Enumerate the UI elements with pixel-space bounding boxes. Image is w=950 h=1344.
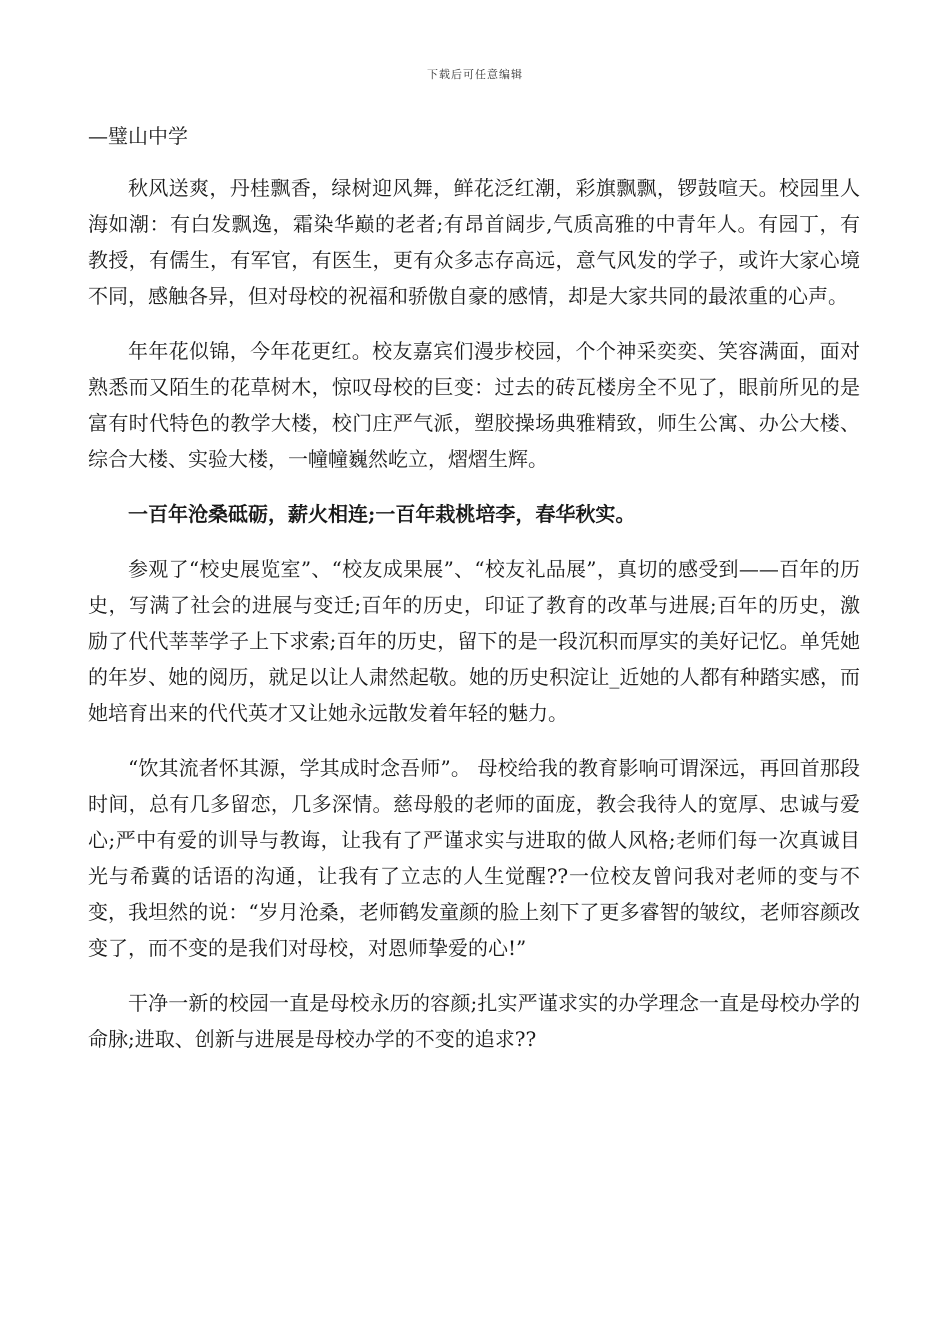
document-subtitle: —璧山中学 <box>88 124 188 148</box>
paragraph-history-exhibit: 参观了“校史展览室”、“校友成果展”、“校友礼品展”，真切的感受到——百年的历史，写满了社会的进展与变迁;百年的历史，印证了教育的改革与进展;百年的历史，激励了代代莘莘学子上下求索;百年的历史，留下的是一段沉积而厚实的美好记忆。单凭她的年岁、她的阅历，就足以让人肃然起敬。她的历史积淀让_近她的人都有种踏实感，而她培育出来的代代英才又让她永远散发着年轻的魅力。 <box>88 557 860 725</box>
paragraph-campus-change: 年年花似锦，今年花更红。校友嘉宾们漫步校园，个个神采奕奕、笑容满面，面对熟悉而又陌生的花草树木，惊叹母校的巨变：过去的砖瓦楼房全不见了，眼前所见的是富有时代特色的教学大楼，校门庄严气派，塑胶操场典雅精致，师生公寓、办公大楼、综合大楼、实验大楼，一幢幢巍然屹立，熠熠生辉。 <box>88 339 860 471</box>
paragraph-centennial-motto: 一百年沧桑砥砺，薪火相连;一百年栽桃培李，春华秋实。 <box>128 502 636 526</box>
header-note: 下载后可任意编辑 <box>427 68 523 81</box>
paragraph-school-spirit: 干净一新的校园一直是母校永历的容颜;扎实严谨求实的办学理念一直是母校办学的命脉;进取、创新与进展是母校办学的不变的追求?? <box>88 991 860 1051</box>
paragraph-autumn-scene: 秋风送爽，丹桂飘香，绿树迎风舞，鲜花泛红潮，彩旗飘飘，锣鼓喧天。校园里人海如潮：有白发飘逸，霜染华巅的老者;有昂首阔步,气质高雅的中青年人。有园丁，有教授，有儒生，有军官，有医生，更有众多志存高远，意气风发的学子，或许大家心境不同，感触各异，但对母校的祝福和骄傲自豪的感情，却是大家共同的最浓重的心声。 <box>88 176 860 308</box>
document-body <box>88 118 860 1076</box>
paragraph-teachers: “饮其流者怀其源，学其成时念吾师”。 母校给我的教育影响可谓深远，再回首那段时间，总有几多留恋，几多深情。慈母般的老师的面庞，教会我待人的宽厚、忠诚与爱心;严中有爱的训导与教诲，让我有了严谨求实与进取的做人风格;老师们每一次真诚目光与希冀的话语的沟通，让我有了立志的人生觉醒??一位校友曾问我对老师的变与不变，我坦然的说：“岁月沧桑，老师鹤发童颜的脸上刻下了更多睿智的皱纹，老师容颜改变了，而不变的是我们对母校，对恩师挚爱的心!” <box>88 756 860 960</box>
